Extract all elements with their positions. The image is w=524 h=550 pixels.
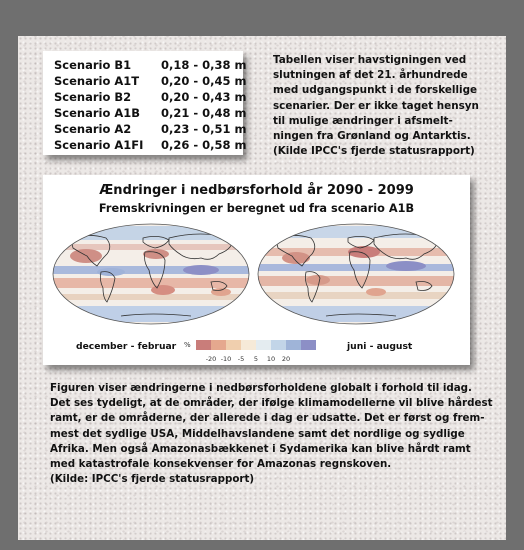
sea-level-range: 0,20 - 0,43 m [161,90,247,104]
scenario-name: Scenario B2 [54,90,132,104]
legend-swatch [196,340,211,350]
caption-line: med udgangspunkt i de forskellige [273,84,478,97]
figure-title: Ændringer i nedbørsforhold år 2090 - 2099 [99,183,414,198]
sea-level-range: 0,20 - 0,45 m [161,74,247,88]
season-label-left: december - februar [76,341,177,352]
table-row [54,58,247,74]
legend-tick-label: 20 [281,355,291,363]
figure-subtitle: Fremskrivningen er beregnet ud fra scenario A1B [98,202,415,215]
legend-swatch [211,340,226,350]
figure-description [50,381,493,487]
season-label-right: juni - august [347,341,413,352]
scenario-name: Scenario A1T [54,74,140,88]
body-line: ramt, er de områderne, der allerede i dag er udsatte. Det er først og frem- [50,412,485,425]
legend-tick-label: -20 [205,355,217,363]
body-line: (Kilde: IPCC's fjerde statusrapport) [50,473,255,486]
world-map-jun-aug [256,222,456,326]
precipitation-figure [43,175,470,365]
scenario-name: Scenario A1FI [54,138,144,152]
legend-swatch [286,340,301,350]
body-line: med katastrofale konsekvenser for Amazonas regnskoven. [50,458,392,471]
sea-level-range: 0,26 - 0,58 m [161,138,247,152]
legend-tick-label: 5 [253,355,259,363]
sea-level-range: 0,18 - 0,38 m [161,58,247,72]
legend-swatches [196,340,316,350]
legend-ticks [206,355,290,363]
table-row [54,138,247,154]
sea-level-range: 0,23 - 0,51 m [161,122,247,136]
legend-tick-label: 10 [266,355,276,363]
legend-swatch [271,340,286,350]
world-map-dec-feb [51,222,251,326]
table-row [54,122,247,138]
scenario-name: Scenario B1 [54,58,132,72]
legend-swatch [256,340,271,350]
body-line: Figuren viser ændringerne i nedbørsforholdene globalt i forhold til idag. [50,382,472,394]
legend-swatch [241,340,256,350]
caption-line: ningen fra Grønland og Antarktis. [273,130,471,143]
caption-line: til mulige ændringer i afsmelt- [273,114,453,127]
table-row [54,74,247,90]
table-row [54,106,247,122]
scenario-name: Scenario A2 [54,122,132,136]
table-caption [273,53,478,159]
legend-unit: % [184,341,191,349]
caption-line: scenarier. Der er ikke taget hensyn [273,99,479,112]
body-line: mest det sydlige USA, Middelhavslandene samt det nordlige og sydlige [50,427,465,440]
legend-swatch [226,340,241,350]
body-line: Afrika. Men også Amazonasbækkenet i Sydamerika kan blive hårdt ramt [50,442,471,455]
legend-swatch [301,340,316,350]
scenario-name: Scenario A1B [54,106,141,120]
table-row [54,90,247,106]
caption-line: slutningen af det 21. århundrede [273,69,468,82]
legend-tick-label: -5 [237,355,245,363]
sea-level-range: 0,21 - 0,48 m [161,106,247,120]
caption-line: Tabellen viser havstigningen ved [273,54,467,66]
legend-tick-label: -10 [220,355,232,363]
precipitation-legend [184,338,324,364]
body-line: Det ses tydeligt, at de områder, der ifølge klimamodellerne vil blive hårdest [50,397,493,410]
scenario-table [43,51,247,155]
caption-line: (Kilde IPCC's fjerde statusrapport) [273,145,475,158]
